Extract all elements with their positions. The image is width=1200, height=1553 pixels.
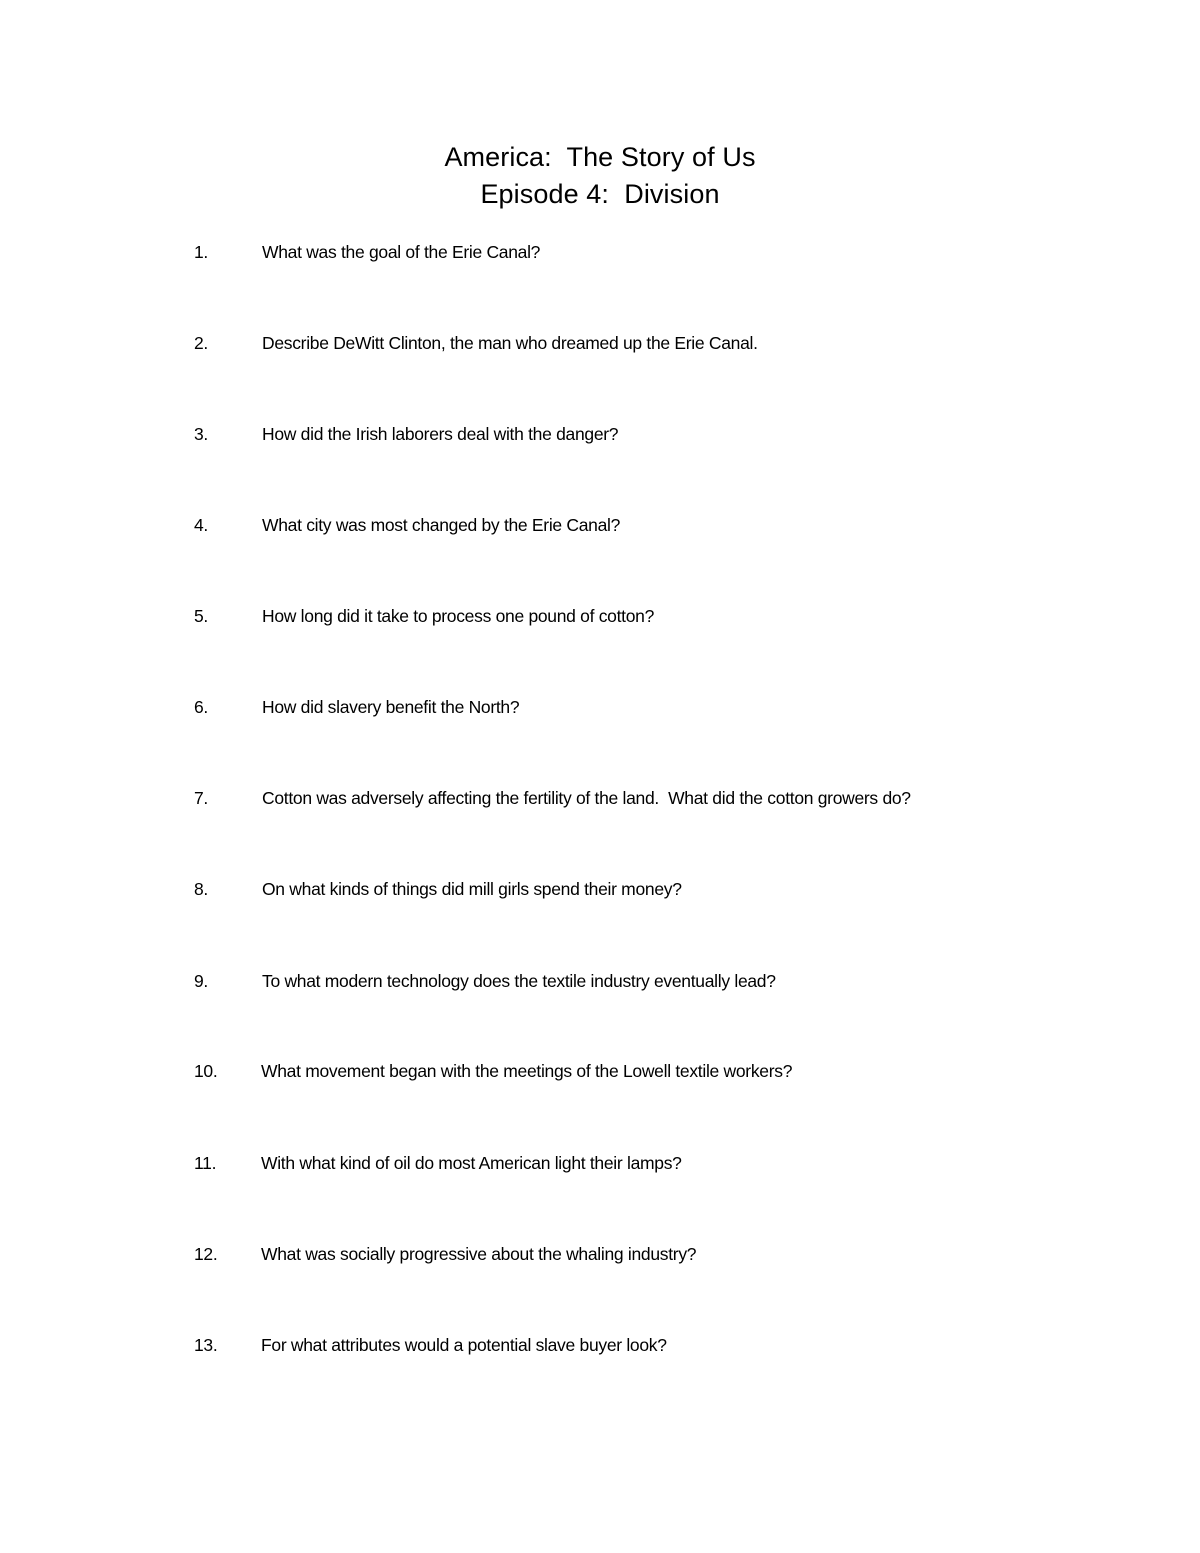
question-number: 5. <box>194 606 208 626</box>
question-number: 7. <box>194 788 208 808</box>
question-text: What movement began with the meetings of the Lowell textile workers? <box>261 1061 793 1081</box>
question-item <box>0 695 1200 719</box>
question-number: 4. <box>194 515 208 535</box>
question-text: What was socially progressive about the whaling industry? <box>261 1244 697 1264</box>
question-item <box>0 1151 1200 1175</box>
question-item <box>0 604 1200 628</box>
question-text: What city was most changed by the Erie Canal? <box>262 515 621 535</box>
question-item <box>0 786 1200 810</box>
question-item <box>0 422 1200 446</box>
question-text: What was the goal of the Erie Canal? <box>262 242 541 262</box>
question-item <box>0 1333 1200 1357</box>
question-item <box>0 969 1200 993</box>
question-number: 9. <box>194 971 208 991</box>
question-number: 10. <box>194 1061 218 1081</box>
question-number: 6. <box>194 697 208 717</box>
question-text: To what modern technology does the textile industry eventually lead? <box>262 971 776 991</box>
question-text: Cotton was adversely affecting the fertility of the land. What did the cotton growers do? <box>262 788 911 808</box>
question-item <box>0 331 1200 355</box>
question-number: 12. <box>194 1244 218 1264</box>
question-text: How did the Irish laborers deal with the danger? <box>262 424 619 444</box>
question-item <box>0 513 1200 537</box>
question-number: 1. <box>194 242 208 262</box>
question-text: For what attributes would a potential slave buyer look? <box>261 1335 667 1355</box>
question-text: How did slavery benefit the North? <box>262 697 520 717</box>
page-subtitle: Episode 4: Division <box>480 179 720 209</box>
question-item <box>0 877 1200 901</box>
question-number: 13. <box>194 1335 218 1355</box>
page-title: America: The Story of Us <box>444 142 756 172</box>
question-number: 11. <box>194 1153 217 1173</box>
question-text: With what kind of oil do most American light their lamps? <box>261 1153 682 1173</box>
question-text: Describe DeWitt Clinton, the man who dreamed up the Erie Canal. <box>262 333 758 353</box>
question-item <box>0 240 1200 264</box>
question-number: 3. <box>194 424 208 444</box>
question-text: On what kinds of things did mill girls spend their money? <box>262 879 682 899</box>
question-item <box>0 1059 1200 1083</box>
question-item <box>0 1242 1200 1266</box>
question-number: 2. <box>194 333 208 353</box>
question-text: How long did it take to process one pound of cotton? <box>262 606 655 626</box>
question-number: 8. <box>194 879 208 899</box>
